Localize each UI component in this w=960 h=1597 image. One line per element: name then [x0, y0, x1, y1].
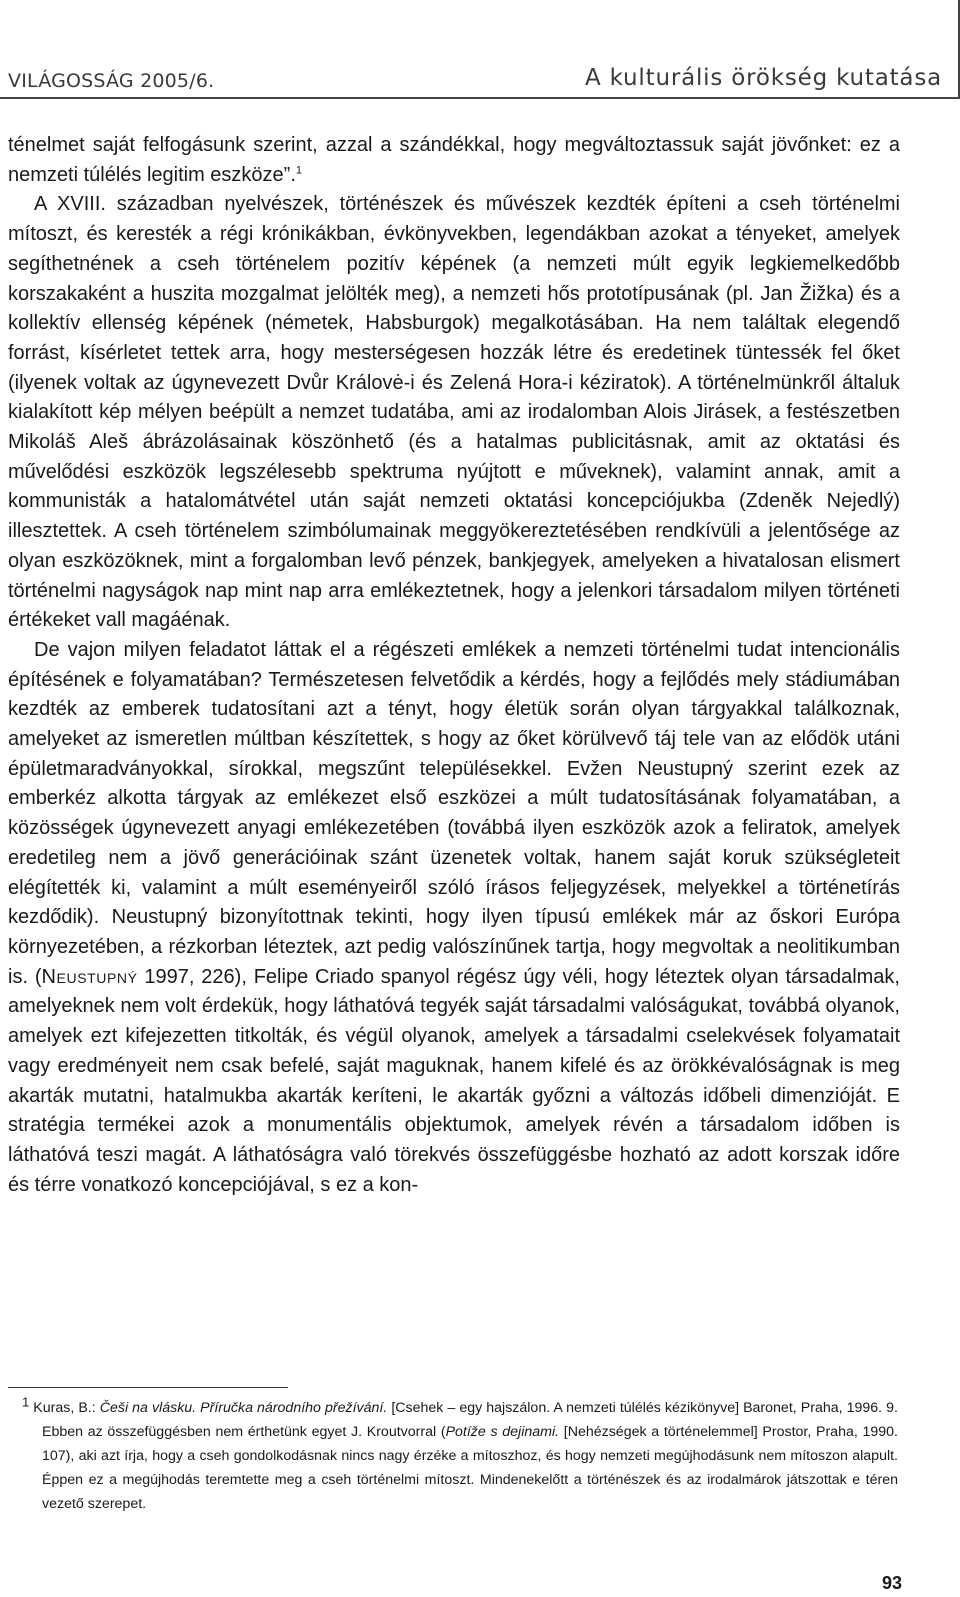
- footnote-divider: [8, 1387, 288, 1388]
- paragraph-3-text-b: 1997, 226), Felipe Criado spanyol régész úgy véli, hogy léteztek olyan társadalmak, amelyeknek nem volt érdekük, hogy láthatóvá tegyék saját társadalmi valóságukat, továbbá olyanok, amelyek ezt kifejezetten titkolták, és végül olyanok, amelyek a társadalmi cselekvések folyamatait vagy eredményeit nem csak befelé, saját maguknak, hanem kifelé és az örökkévalóságnak is meg akarták mutatni, hatalmukba akarták keríteni, le akarták győzni a változás időbeli dimenzióját. E stratégia termékei azok a monumentális objektumok, amelyek révén a társadalom időben is láthatóvá teszi magát. A láthatóságra való törekvés összefüggésbe hozható az adott korszak időre és térre vonatkozó koncepciójával, s ez a kon-: [8, 965, 900, 1196]
- footnote-text-b: [Csehek – egy hajszálon. A nemzeti túlélés kézikönyve] Baronet, Praha, 1996. 9. Ebben az összefüggésben nem érthetünk egyet J. Kroutvorral (: [42, 1400, 898, 1440]
- footnote-text-a: Kuras, B.:: [29, 1400, 100, 1416]
- page-number: 93: [881, 1573, 902, 1593]
- footnote-title-1: Češi na vlásku. Příručka národního přežívání.: [99, 1400, 388, 1416]
- paragraph-3-text-a: De vajon milyen feladatot láttak el a régészeti emlékek a nemzeti történelmi tudat intencionális építésének e folyamatában? Természetesen felvetődik a kérdés, hogy a fejlődés mely stádiumában kezdték az emberek tudatosítani azt a tényt, hogy életük során olyan tárgyakkal találkoznak, amelyeket az ismeretlen múltban készítettek, s hogy az őket körülvevő táj tele van az elődök utáni épületmaradványokkal, sírokkal, megszűnt településekkel. Evžen Neustupný szerint ezek az emberkéz alkotta tárgyak az emlékezet első eszközei a múlt tudatosításának folyamatában, a közösségek úgynevezett anyagi emlékezetében (továbbá ilyen eszközök azok a feliratok, amelyek eredetileg nem a jövő generációinak szánt üzenetek voltak, hanem saját koruk szükségleteit elégítették ki, valamint a múlt eseményeiről szóló írásos feljegyzések, melyekkel a történetírás kezdődik). Neustupný bizonyítottnak tekinti, hogy ilyen típusú emlékek már az őskori Európa környezetében, a rézkorban léteztek, azt pedig valószínűnek tartja, hogy megvoltak a neolitikumban is. (: [8, 638, 900, 988]
- footnote-1: [22, 1394, 898, 1516]
- article-body: [8, 131, 900, 1200]
- footnote-title-2: Potíže s dejinami.: [445, 1424, 560, 1440]
- running-header: [0, 0, 960, 99]
- paragraph-3: [8, 636, 900, 1200]
- paragraph-2: A XVIII. században nyelvészek, történészek és művészek kezdték építeni a cseh történelmi mítoszt, és keresték a régi krónikákban, évkönyvekben, legendákban azokat a tényeket, amelyek segíthetnének a cseh történelem pozitív képének (a nemzeti múlt egyik legkiemelkedőbb korszakaként a huszita mozgalmat jelölték meg), a nemzeti hős prototípusának (pl. Jan Žižka) és a kollektív ellenség képének (németek, Habsburgok) megalkotásában. Ha nem találtak elegendő forrást, kísérletet tettek arra, hogy mesterségesen hozzák létre és eredetinek tüntessék fel őket (ilyenek voltak az úgynevezett Dvůr Královė-i és Zelená Hora-i kéziratok). A történelmünkről általuk kialakított kép mélyen beépült a nemzet tudatába, ami az irodalomban Alois Jirásek, a festészetben Mikoláš Aleš ábrázolásainak köszönhető (és a hatalmas publicitásnak, amit az oktatási és művelődési eszközök legszélesebb spektruma nyújtott e műveknek), valamint annak, amit a kommunisták a hatalomátvétel után saját nemzeti oktatási koncepciójukba (Zdeněk Nejedlý) illesztettek. A cseh történelem szimbólumainak meggyökereztetésében rendkívüli a jelentősége az olyan eszközöknek, mint a forgalomban levő pénzek, bankjegyek, amelyeken a hivatalosan elismert történelmi nagyságok nap mint nap arra emlékeztetnek, hogy a jelenkori társadalom milyen történeti értékeket vall magáénak.: [8, 193, 900, 632]
- journal-title: VILÁGOSSÁG 2005/6.: [8, 70, 215, 92]
- footnote-text-c: [Nehézségek a történelemmel] Prostor, Praha, 1990. 107), aki azt írja, hogy a cseh gondolkodásnak nincs nagy érzéke a mítoszhoz, és hogy nemzeti megújhodásunk nem mítoszon alapult. Éppen ez a megújhodás teremtette meg a cseh történelmi mítoszt. Mindenekelőtt a történészek és az irodalmárok játszottak e téren vezető szerepet.: [42, 1424, 898, 1512]
- section-title: A kulturális örökség kutatása: [585, 65, 942, 91]
- paragraph-1: [8, 131, 900, 190]
- footnote-ref-1[interactable]: 1: [295, 164, 303, 177]
- citation-author: Neustupný: [41, 965, 138, 988]
- paragraph-1-text: ténelmet saját felfogásunk szerint, azzal a szándékkal, hogy megváltoztassuk saját jövőnket: ez a nemzeti túlélés legitim eszköze”.: [8, 134, 900, 186]
- footnote-marker: 1: [22, 1394, 30, 1410]
